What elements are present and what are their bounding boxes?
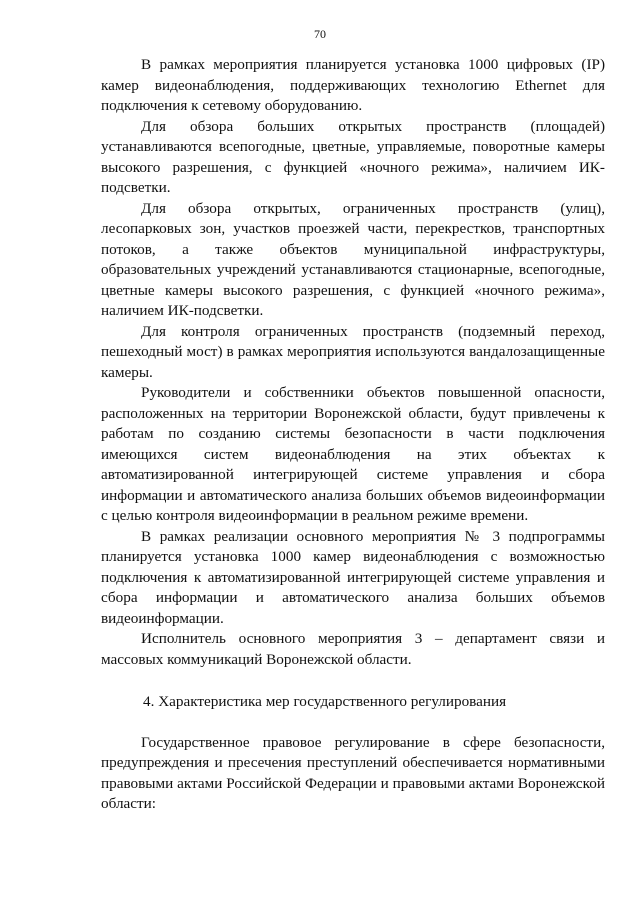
paragraph: Государственное правовое регулирование в сфере безопасности, предупреждения и пресечения преступлений обеспечивается нормативными правовыми актами Российской Федерации и правовыми актами Воронежской области: (101, 733, 605, 812)
section-heading: 4. Характеристика мер государственного регулирования (143, 693, 507, 710)
paragraph: Для обзора открытых, ограниченных пространств (улиц), лесопарковых зон, участков проезжей части, перекрестков, транспортных потоков, а также объектов муниципальной инфраструктуры, образовательных учреждений устанавливаются стационарные, всепогодные, цветные камеры высокого разрешения, с функцией «ночного режима», наличием ИК-подсветки. (101, 199, 605, 319)
paragraph: Для контроля ограниченных пространств (подземный переход, пешеходный мост) в рамках мероприятия используются вандалозащищенные камеры. (101, 322, 605, 381)
paragraph: Руководители и собственники объектов повышенной опасности, расположенных на территории Воронежской области, будут привлечены к работам по созданию системы безопасности в части подключения имеющихся систем видеонаблюдения на этих объектах к автоматизированной интегрирующей системе управления и сбора информации и автоматического анализа больших объемов видеоинформации с целью контроля видеоинформации в реальном режиме времени. (101, 384, 605, 524)
document-body (101, 55, 605, 815)
paragraph: В рамках мероприятия планируется установка 1000 цифровых (IP) камер видеонаблюдения, поддерживающих технологию Ethernet для подключения к сетевому оборудованию. (101, 56, 605, 114)
paragraph: В рамках реализации основного мероприятия № 3 подпрограммы планируется установка 1000 камер видеонаблюдения с возможностью подключения к автоматизированной интегрирующей системе управления и сбора информации и автоматического анализа больших объемов видеоинформации. (101, 527, 605, 627)
paragraph: Исполнитель основного мероприятия 3 – департамент связи и массовых коммуникаций Воронежской области. (101, 630, 605, 668)
page-number: 70 (314, 27, 326, 41)
paragraph: Для обзора больших открытых пространств (площадей) устанавливаются всепогодные, цветные, управляемые, поворотные камеры высокого разрешения, с функцией «ночного режима», наличием ИК-подсветки. (101, 117, 605, 196)
